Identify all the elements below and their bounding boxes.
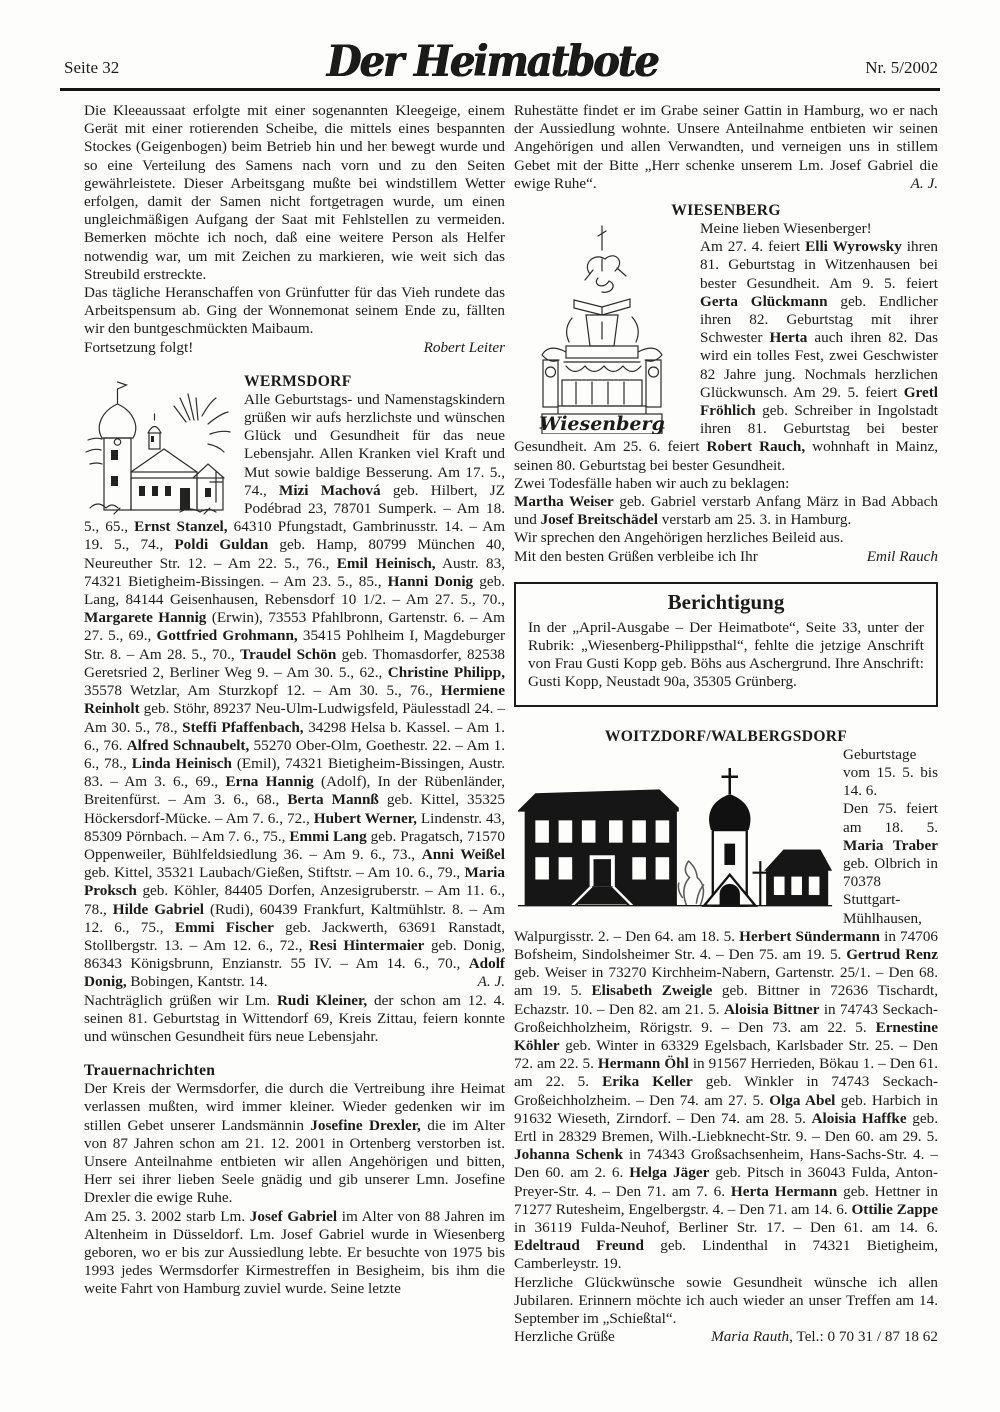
belated-greeting-paragraph: Nachträglich grüßen wir Lm. Rudi Kleiner, der schon am 12. 4. seinen 81. Geburtstag in Wittendorf 69, Kreis Zittau, feiern konnte und wünschen Gesundheit fürs neue Lebensjahr. bbox=[84, 991, 505, 1045]
right-column bbox=[514, 102, 938, 1346]
trauernachrichten-section bbox=[84, 1061, 505, 1298]
continuation-line bbox=[84, 339, 505, 357]
woitzdorf-heading: WOITZDORF/WALBERGSDORF bbox=[604, 727, 848, 745]
signature-name: Maria Rauth bbox=[711, 1328, 790, 1346]
wiesenberg-heading: WIESENBERG bbox=[671, 202, 781, 220]
wiesenberg-birthday-list: Meine lieben Wiesenberger! Am 27. 4. feiert Elli Wyrowsky ihren 81. Geburtstag in Witzenhausen bei bester Gesundheit. Am 9. 5. feiert Gerta Glückmann geb. Endlicher ihren 82. Geburtstag mit ihrer Schwester Herta auch ihren 82. Das wird ein tolles Fest, zwei Geschwister 82 Jahre jung. Nochmals herzlichen Glückwunsch. Am 29. 5. feiert Gretl Fröhlich geb. Schreiber in Ingolstadt ihren 81. Geburtstag bei bester Gesundheit. Am 25. 6. feiert Robert Rauch, wohnhaft in Mainz, seinen 80. Geburtstag bei bester Gesundheit. bbox=[514, 220, 939, 474]
deaths-intro-line: Zwei Todesfälle haben wir auch zu beklagen: bbox=[514, 474, 790, 492]
woitzdorf-section bbox=[514, 727, 938, 1347]
author-signature: Robert Leiter bbox=[423, 338, 505, 356]
wermsdorf-church-illustration bbox=[84, 376, 234, 516]
author-signature: Emil Rauch bbox=[866, 547, 938, 565]
kleegeige-paragraph: Die Kleeaussaat erfolgte mit einer sogenannten Kleegeige, einem Gerät mit einer rotierenden Scheibe, die mittels eines bespannten Stockes (Geigenbogen) beim Betrieb hin und her bewegt wurde und so eine Verteilung des Samens nach vorn und zu den Seiten gewährleistete. Dieser Arbeitsgang mußte bei windstillem Wetter erfolgen, damit der Samen nicht fortgetragen wurde, um einen ungleichmäßigen Aufgang der Saat mit Fehlstellen zu vermeiden. Bemerken möchte ich noch, daß eine weitere Person als Helfer notwendig war, um mit Zeichen zu markieren, wie weit sich das Streubild erstreckte. bbox=[84, 102, 505, 283]
continuation-note: Fortsetzung folgt! bbox=[84, 338, 194, 356]
two-column-body bbox=[0, 91, 1000, 1346]
deaths-paragraph: Martha Weiser geb. Gabriel verstarb Anfang März in Bad Abbach und Josef Breitschädel verstarb am 25. 3. in Hamburg. bbox=[514, 493, 938, 529]
wiesenberg-section bbox=[514, 201, 938, 566]
woitzdorf-birthday-list: Geburtstage vom 15. 5. bis 14. 6. Den 75. feiert am 18. 5. Maria Traber geb. Olbrich in 70378 Stuttgart-Mühlhausen, Walpurgisstr. 2. – Den 64. am 18. 5. Herbert Sündermann in 74706 Bofsheim, Sindolsheimer Str. 4. – Den 75. am 19. 5. Gertrud Renz geb. Weiser in 73270 Kirchheim-Nabern, Gartenstr. 25/1. – Den 68. am 19. 5. Elisabeth Zweigle geb. Bittner in 72636 Tischardt, Echazstr. 10. – Den 82. am 21. 5. Aloisia Bittner in 74743 Seckach-Großeichholzheim, Rörigstr. 9. – Den 73. am 22. 5. Ernestine Köhler geb. Winter in 63329 Egelsbach, Karlsbader Str. 25. – Den 72. am 22. 5. Hermann Öhl in 91567 Herrieden, Bökau 1. – Den 61. am 22. 5. Erika Keller geb. Winkler in 74743 Seckach-Großeichholzheim. – Den 74. am 27. 5. Olga Abel geb. Harbich in 91632 Wieseth, Zirndorf. – Den 74. am 28. 5. Aloisia Haffke geb. Ertl in 28329 Bremen, Wilh.-Liebknecht-Str. 9. – Den 60. am 29. 5. Johanna Schenk in 74343 Großsachsenheim, Hans-Sachs-Str. 4. – Den 60. am 2. 6. Helga Jäger geb. Pitsch in 36043 Fulda, Anton-Preyer-Str. 4. – Den 71. am 7. 6. Herta Hermann geb. Hettner in 71277 Rutesheim, Engelbergstr. 4. – Den 71. am 14. 6. Ottilie Zappe in 36119 Fulda-Neuhof, Berliner Str. 17. – Den 61. am 14. 6. Edeltraud Freund geb. Lindenthal in 74321 Bietigheim, Camberleystr. 19. bbox=[514, 745, 939, 1273]
gabriel-obituary-continuation: Ruhestätte findet er im Grabe seiner Gattin in Hamburg, wo er nach der Aussiedlung wohnte. Unsere Anteilnahme entbieten wir seinen Angehörigen und allen Verwandten, und verneigen uns in stillem Gebet mit der Bitte „Herr schenke unserem Lm. Josef Gabriel die ewige Ruhe“. A. J. bbox=[514, 102, 938, 192]
masthead-title: Der Heimatbote bbox=[326, 36, 658, 87]
greeting-text: Herzliche Grüße bbox=[514, 1328, 615, 1346]
wermsdorf-heading: WERMSDORF bbox=[244, 372, 352, 390]
maibaum-paragraph: Das tägliche Heranschaffen von Grünfutter für das Vieh rundete das Arbeitspensum ab. Ging der Wonnemonat seinem Ende zu, fällten wir den buntgeschmückten Maibaum. bbox=[84, 284, 505, 338]
woitzdorf-village-illustration bbox=[514, 750, 834, 914]
signature-phone: , Tel.: 0 70 31 / 87 18 62 bbox=[789, 1328, 938, 1346]
wiesenberg-body-wrap bbox=[514, 220, 938, 475]
issue-number: Nr. 5/2002 bbox=[865, 58, 938, 77]
wermsdorf-birthday-list: Alle Geburtstags- und Namenstagskindern grüßen wir aufs herzlichste und wünschen Glück und Gesundheit für das neue Lebensjahr. Allen Kranken viel Kraft und Mut sowie baldige Besserung. Am 17. 5., 74., Mizi Machová geb. Hilbert, JZ Podébrad 23, 78701 Sumperk. – Am 18. 5., 65., Ernst Stanzel, 64310 Pfungstadt, Gambrinusstr. 14. – Am 19. 5., 74., Poldi Guldan geb. Hamp, 80799 München 40, Neureuther Str. 12. – Am 22. 5., 76., Emil Heinisch, Austr. 83, 74321 Bietigheim-Bissingen. – Am 23. 5., 85., Hanni Donig geb. Lang, 84144 Geisenhausen, Rebensdorf 10 1/2. – Am 27. 5., 70., Margarete Hannig (Erwin), 73553 Pfahlbronn, Gartenstr. 6. – Am 27. 5., 69., Gottfried Grohmann, 35415 Pohlheim I, Magdeburger Str. 8. – Am 28. 5., 70., Traudel Schön geb. Thomasdorfer, 82538 Geretsried 2, Berliner Weg 9. – Am 30. 5., 62., Christine Philipp, 35578 Wetzlar, Am Sturzkopf 12. – Am 30. 5., 76., Hermiene Reinholt geb. Stöhr, 89237 Neu-Ulm-Ludwigsfeld, Päulesstadl 24. – Am 30. 5., 78., Steffi Pfaffenbach, 34298 Helsa b. Kassel. – Am 1. 6., 76. Alfred Schnaubelt, 55270 Ober-Olm, Goethestr. 22. – Am 1. 6., 78., Linda Heinisch (Emil), 74321 Bietigheim-Bissingen, Austr. 83. – Am 3. 6., 69., Erna Hannig (Adolf), In der Rübenländer, Breitenfürst. – Am 3. 6., 68., Berta Mannß geb. Kittel, 35325 Höckersdorf-Mücke. – Am 7. 6., 72., Hubert Werner, Lindenstr. 43, 85309 Pörnbach. – Am 7. 6., 75., Emmi Lang geb. Pragatsch, 71570 Oppenweiler, Bühlfeldsiedlung 36. – Am 9. 6., 73., Anni Weißel geb. Kittel, 35321 Laubach/Gießen, Stiftstr. – Am 10. 6., 79., Maria Proksch geb. Köhler, 84405 Dorfen, Anzesigruberstr. – Am 11. 6., 78., Hilde Gabriel (Rudi), 60439 Frankfurt, Kaltmühlstr. 8. – Am 12. 6., 75., Emmi Fischer geb. Jackwerth, 63691 Ranstadt, Stollbergstr. 13. – Am 12. 6., 72., Resi Hintermaier geb. Donig, 86343 Königsbrunn, Enzianstr. 55 IV. – Am 14. 6., 70., Adolf Donig, Bobingen, Kantstr. 14. A. J. bbox=[84, 390, 506, 991]
woitzdorf-closing-paragraph: Herzliche Glückwünsche sowie Gesundheit wünsche ich allen Jubilaren. Erinnern möchte ich auch wieder an unser Treffen am 14. September im „Schießtal“. bbox=[514, 1273, 938, 1327]
wiesenberg-closing-line bbox=[514, 548, 938, 566]
page-header bbox=[0, 0, 1000, 88]
wermsdorf-section bbox=[84, 372, 505, 1046]
berichtigung-heading: Berichtigung bbox=[667, 589, 785, 614]
woitzdorf-greeting-line bbox=[514, 1328, 938, 1346]
berichtigung-text: In der „April-Ausgabe – Der Heimatbote“, Seite 33, unter der Rubrik: „Wiesenberg-Philippsthal“, fehlte die jetzige Anschrift von Frau Gusti Kopp geb. Böhs aus Aschergrund. Ihre Anschrift: Gusti Kopp, Neustadt 90a, 35305 Grünberg. bbox=[528, 618, 924, 691]
berichtigung-box bbox=[514, 582, 938, 707]
drexler-obituary-paragraph: Der Kreis der Wermsdorfer, die durch die Vertreibung ihre Heimat verlassen mußten, wird immer kleiner. Wieder gedenken wir im stillen Gebet unserer Landsmännin Josefine Drexler, die im Alter von 87 Jahren schon am 21. 12. 2001 in Ortenberg verstorben ist. Unsere Anteilnahme entbieten wir allen Angehörigen und bitten, Herr sei ihrer lieben Seele gnädig und gib unserer Lmn. Josefine Drexler die ewige Ruhe. bbox=[84, 1080, 505, 1207]
closing-text: Mit den besten Grüßen verbleibe ich Ihr bbox=[514, 547, 758, 565]
trauernachrichten-heading: Trauernachrichten bbox=[84, 1062, 216, 1080]
left-column bbox=[84, 102, 505, 1346]
wiesenberg-image-label: Wiesenberg bbox=[539, 413, 665, 435]
gabriel-obituary-paragraph: Am 25. 3. 2002 starb Lm. Josef Gabriel im Alter von 88 Jahren im Altenheim in Düsseldorf. Lm. Josef Gabriel wurde in Wiesenberg geboren, wo er bis zur Aussiedlung lebte. Er besuchte von 1975 bis 1993 jedes Wermsdorfer Kirmestreffen in Besigheim, bis ihm die weite Fahrt von Hamburg zuviel wurde. Seine letzte bbox=[84, 1207, 505, 1298]
condolence-line: Wir sprechen den Angehörigen herzliches Beileid aus. bbox=[514, 529, 844, 547]
page-number: Seite 32 bbox=[64, 58, 120, 77]
author-signature bbox=[711, 1328, 938, 1346]
wiesenberg-fountain-illustration bbox=[514, 222, 690, 434]
